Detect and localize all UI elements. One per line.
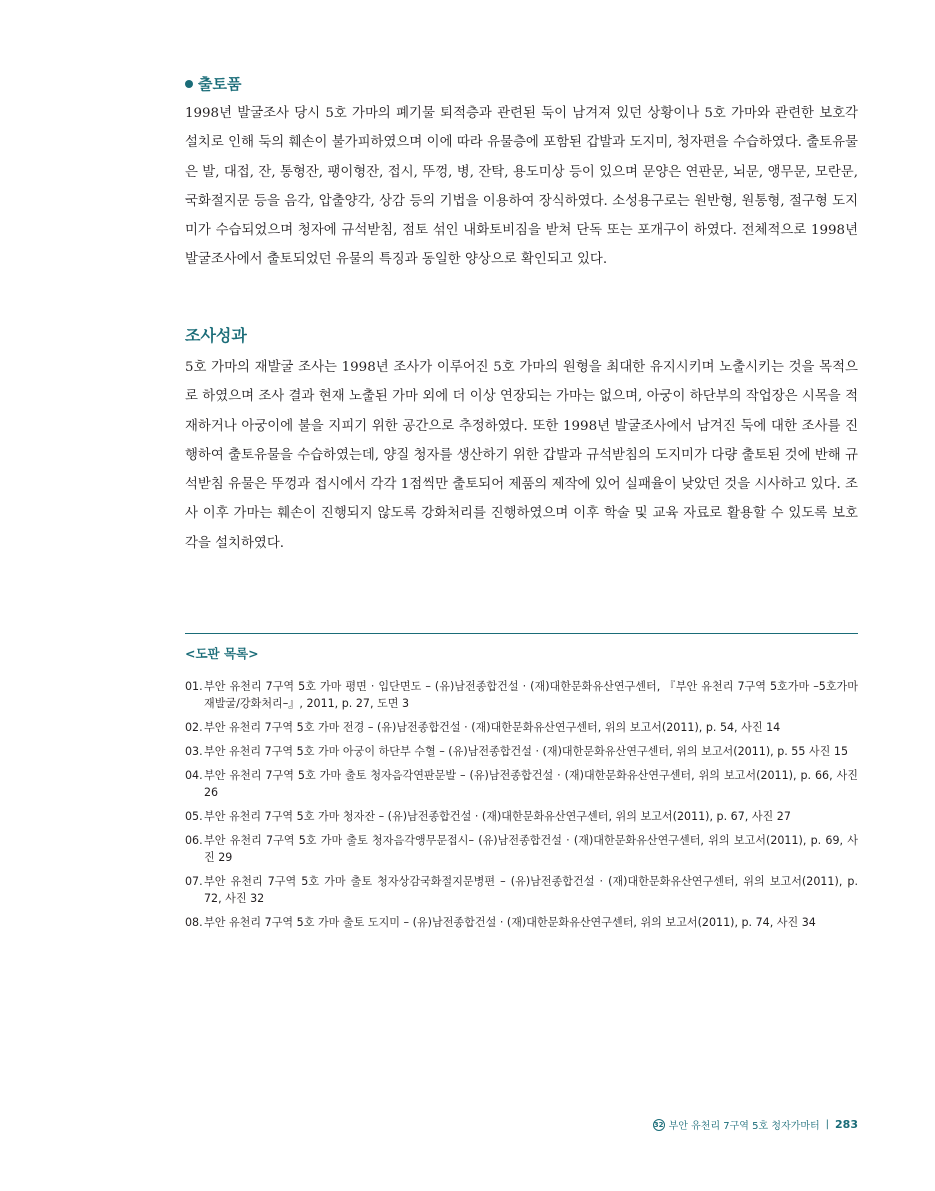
results-paragraph: 5호 가마의 재발굴 조사는 1998년 조사가 이루어진 5호 가마의 원형을 최대한 유지시키며 노출시키는 것을 목적으로 하였으며 조사 결과 현재 노출된 가마 외에 더 이상 연장되는 가마는 없으며, 아궁이 하단부의 작업장은 시목을 적재하거나 아궁이에 불을 지피기 위한 공간으로 추정하였다. 또한 1998년 발굴조사에서 남겨진 둑에 대한 조사를 진행하여 출토유물을 수습하였는데, 양질 청자를 생산하기 위한 갑발과 규석받침의 도지미가 다량 출토된 것에 반해 규석받침 유물은 뚜껑과 접시에서 각각 1점씩만 출토되어 제품의 제작에 있어 실패율이 낮았던 것을 시사하고 있다. 조사 이후 가마는 훼손이 진행되지 않도록 강화처리를 진행하였으며 이후 학술 및 교육 자료로 활용할 수 있도록 보호각을 설치하였다. <box>185 360 858 551</box>
figure-list-title: <도판 목록> <box>185 646 259 661</box>
list-item <box>185 767 858 801</box>
footer-separator: | <box>825 1119 830 1130</box>
list-item <box>185 832 858 866</box>
divider <box>185 633 858 634</box>
list-item-text: 부안 유천리 7구역 5호 가마 출토 청자음각연판문발 – (유)남전종합건설 · (재)대한문화유산연구센터, 위의 보고서(2011), p. 66, 사진 26 <box>204 769 858 799</box>
list-item-text: 부안 유천리 7구역 5호 가마 아궁이 하단부 수혈 – (유)남전종합건설 · (재)대한문화유산연구센터, 위의 보고서(2011), p. 55 사진 15 <box>204 745 849 758</box>
section-heading-artifacts <box>185 73 241 94</box>
list-item <box>185 808 858 825</box>
list-item-text: 부안 유천리 7구역 5호 가마 출토 청자음각앵무문접시– (유)남전종합건설 · (재)대한문화유산연구센터, 위의 보고서(2011), p. 69, 사진 29 <box>204 834 858 864</box>
bullet-icon <box>185 80 193 88</box>
list-item-number: 02. <box>185 721 203 734</box>
list-item-text: 부안 유천리 7구역 5호 가마 출토 청자상감국화절지문병편 – (유)남전종합건설 · (재)대한문화유산연구센터, 위의 보고서(2011), p. 72, 사진 32 <box>204 875 858 905</box>
list-item <box>185 678 858 712</box>
figure-list <box>185 678 858 938</box>
list-item-text: 부안 유천리 7구역 5호 가마 청자잔 – (유)남전종합건설 · (재)대한문화유산연구센터, 위의 보고서(2011), p. 67, 사진 27 <box>204 810 791 823</box>
list-item-text: 부안 유천리 7구역 5호 가마 출토 도지미 – (유)남전종합건설 · (재)대한문화유산연구센터, 위의 보고서(2011), p. 74, 사진 34 <box>204 916 816 929</box>
list-item <box>185 743 858 760</box>
section-heading-results: 조사성과 <box>185 326 247 345</box>
list-item <box>185 873 858 907</box>
list-item-number: 04. <box>185 769 203 782</box>
list-item-number: 05. <box>185 810 203 823</box>
list-item-number: 03. <box>185 745 203 758</box>
list-item-number: 08. <box>185 916 203 929</box>
list-item-number: 06. <box>185 834 203 847</box>
list-item-text: 부안 유천리 7구역 5호 가마 평면 · 입단면도 – (유)남전종합건설 · (재)대한문화유산연구센터, 『부안 유천리 7구역 5호가마 –5호가마 재발굴/강화처리–』, 2011, p. 27, 도면 3 <box>204 680 858 710</box>
list-item <box>185 719 858 736</box>
list-item-number: 07. <box>185 875 203 888</box>
page-number: 283 <box>835 1118 858 1131</box>
list-item-text: 부안 유천리 7구역 5호 가마 전경 – (유)남전종합건설 · (재)대한문화유산연구센터, 위의 보고서(2011), p. 54, 사진 14 <box>204 721 781 734</box>
page-footer <box>653 1117 858 1132</box>
artifacts-paragraph: 1998년 발굴조사 당시 5호 가마의 폐기물 퇴적층과 관련된 둑이 남겨져 있던 상황이나 5호 가마와 관련한 보호각 설치로 인해 둑의 훼손이 불가피하였으며 이에 따라 유물층에 포함된 갑발과 도지미, 청자편을 수습하였다. 출토유물은 발, 대접, 잔, 통형잔, 팽이형잔, 접시, 뚜껑, 병, 잔탁, 용도미상 등이 있으며 문양은 연판문, 뇌문, 앵무문, 모란문, 국화절지문 등을 음각, 압출양각, 상감 등의 기법을 이용하여 장식하였다. 소성용구로는 원반형, 원통형, 절구형 도지미가 수습되었으며 청자에 규석받침, 점토 섞인 내화토비짐을 받쳐 단독 또는 포개구이 하였다. 전체적으로 1998년 발굴조사에서 출토되었던 유물의 특징과 동일한 양상으로 확인되고 있다. <box>185 106 858 268</box>
list-item <box>185 914 858 931</box>
running-title: 부안 유천리 7구역 5호 청자가마터 <box>668 1121 820 1132</box>
list-item-number: 01. <box>185 680 203 693</box>
section-heading-artifacts-label: 출토품 <box>198 75 242 93</box>
chapter-badge: 32 <box>653 1120 664 1129</box>
